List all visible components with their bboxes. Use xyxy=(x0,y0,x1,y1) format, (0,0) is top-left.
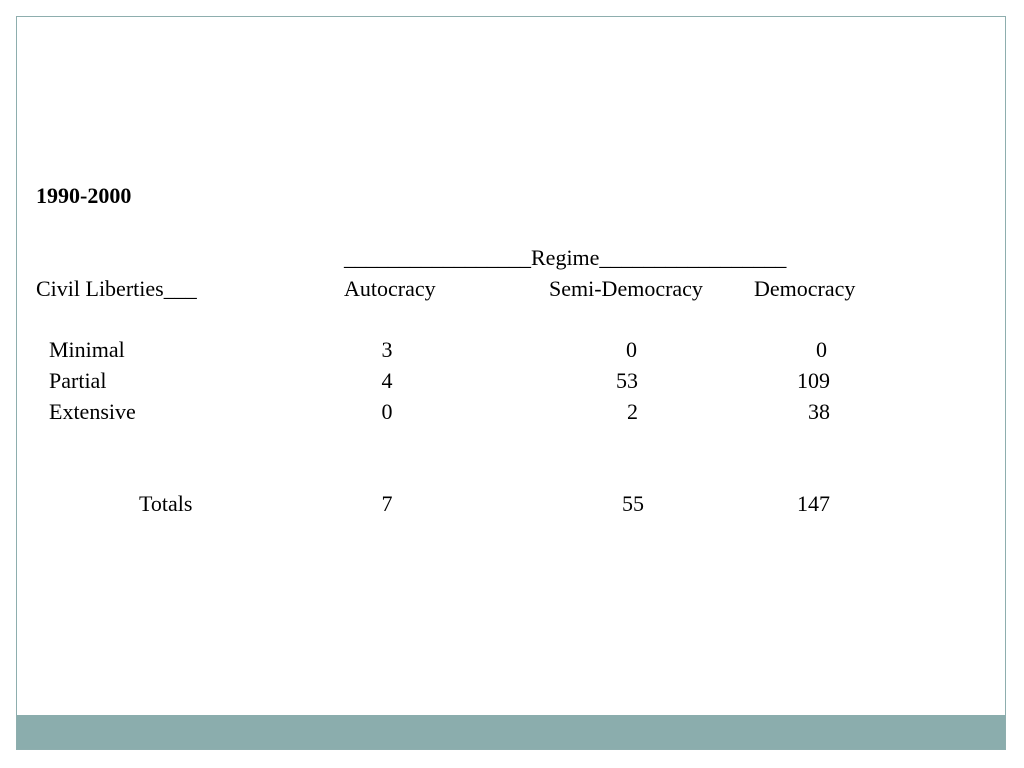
row-label-partial: Partial xyxy=(49,368,107,393)
total-democracy: 147 xyxy=(797,491,830,516)
row-label-extensive: Extensive xyxy=(49,399,136,424)
cell-extensive-autocracy: 0 xyxy=(381,399,393,424)
cell-minimal-semi-democracy: 0 xyxy=(626,337,637,362)
column-header-democracy: Democracy xyxy=(754,276,856,301)
regime-header: _________________Regime_________________ xyxy=(344,245,787,270)
cell-partial-democracy: 109 xyxy=(797,368,830,393)
slide xyxy=(16,16,1006,750)
total-semi-democracy: 55 xyxy=(622,491,644,516)
column-header-autocracy: Autocracy xyxy=(344,276,436,301)
period-title: 1990-2000 xyxy=(36,183,132,208)
totals-label: Totals xyxy=(139,491,193,516)
cell-partial-semi-democracy: 53 xyxy=(616,368,638,393)
row-label-minimal: Minimal xyxy=(49,337,125,362)
column-header-semi-democracy: Semi-Democracy xyxy=(549,276,703,301)
cell-extensive-semi-democracy: 2 xyxy=(627,399,638,424)
footer-bar xyxy=(17,715,1005,749)
cell-extensive-democracy: 38 xyxy=(808,399,830,424)
cell-minimal-democracy: 0 xyxy=(816,337,827,362)
row-header-civil-liberties: Civil Liberties___ xyxy=(36,276,197,301)
cell-minimal-autocracy: 3 xyxy=(381,337,393,362)
cell-partial-autocracy: 4 xyxy=(381,368,393,393)
total-autocracy: 7 xyxy=(381,491,393,516)
